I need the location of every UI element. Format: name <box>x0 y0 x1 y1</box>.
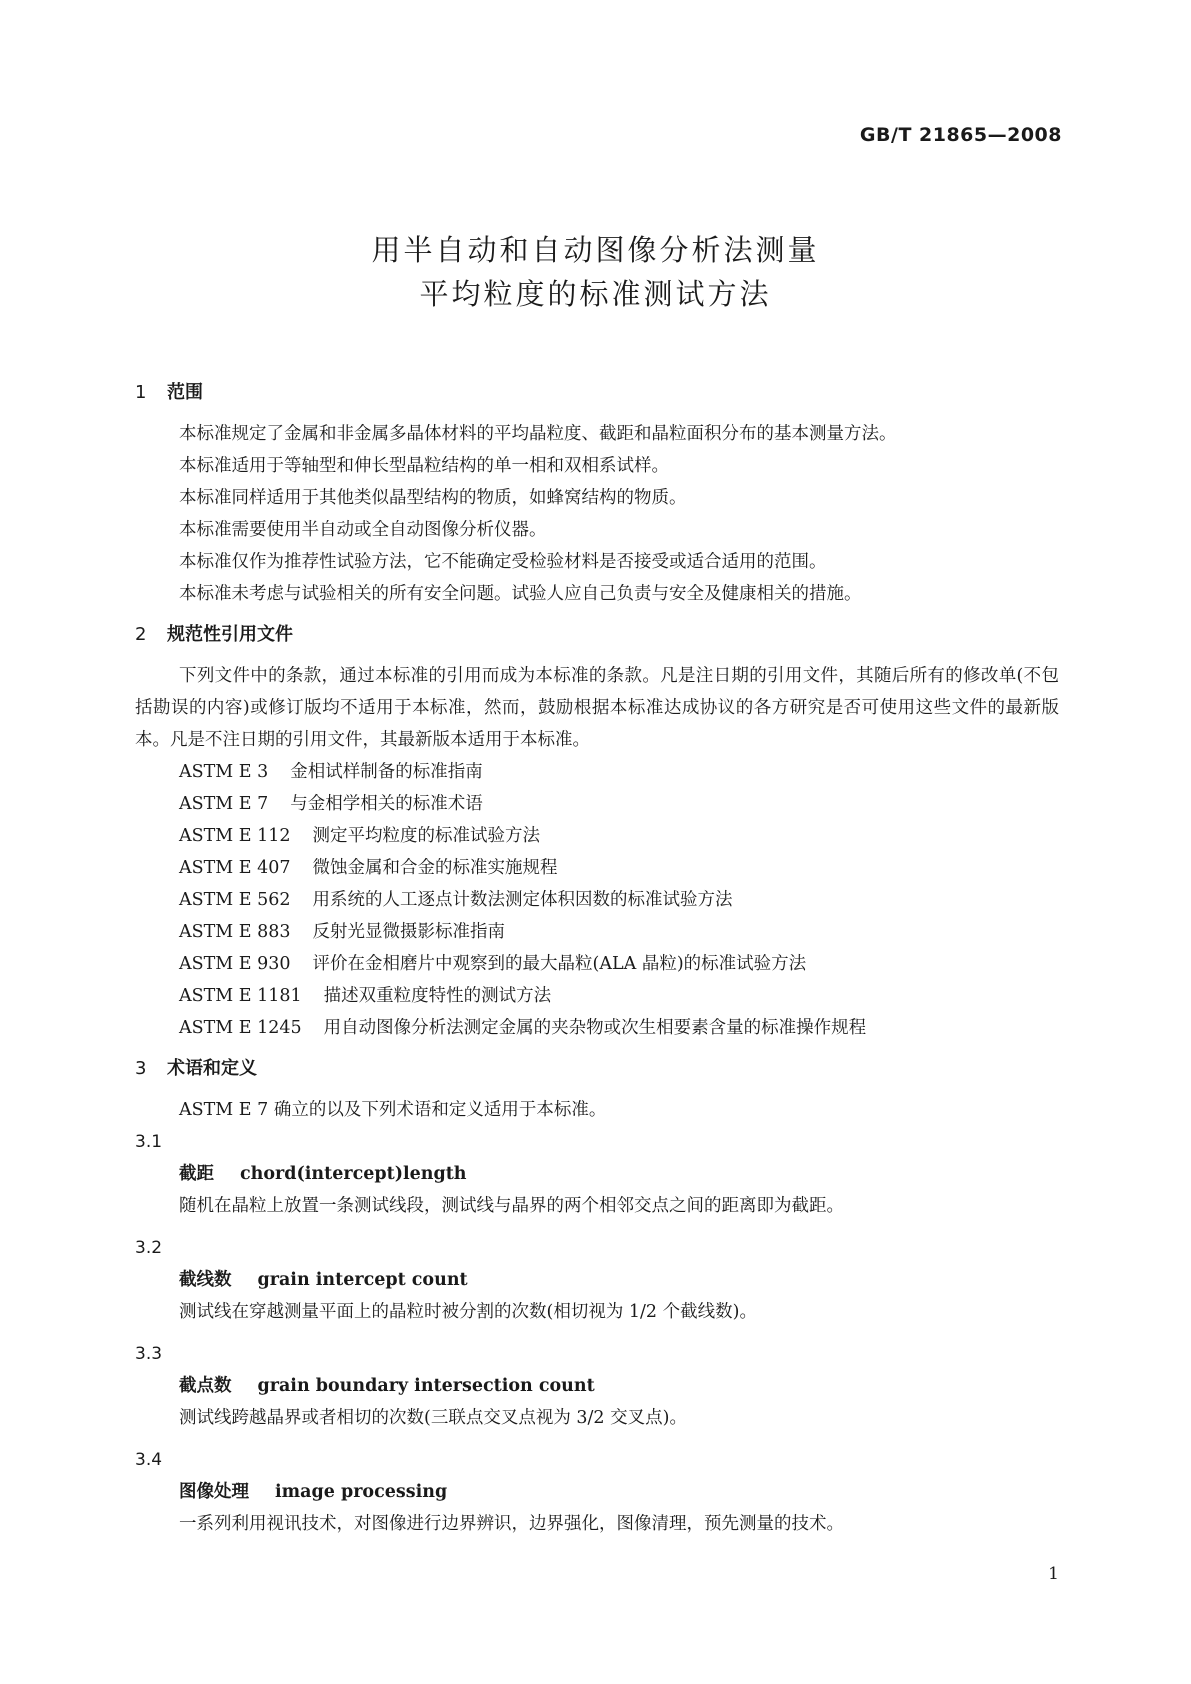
term-definition: 一系列利用视讯技术，对图像进行边界辨识，边界强化，图像清理，预先测量的技术。 <box>179 1514 844 1534</box>
section-title: 术语和定义 <box>167 1058 257 1079</box>
term-zh: 截点数 <box>179 1376 232 1396</box>
term-en: grain intercept count <box>257 1270 468 1290</box>
title-line-1: 用半自动和自动图像分析法测量 <box>371 233 820 267</box>
reference-code: ASTM E 562 <box>179 890 291 910</box>
term-heading <box>135 1158 1059 1190</box>
section-3-heading <box>135 1054 1059 1084</box>
section-number: 1 <box>135 382 147 403</box>
reference-item <box>135 884 1059 916</box>
paragraph: 下列文件中的条款，通过本标准的引用而成为本标准的条款。凡是注日期的引用文件，其随后所有的修改单(不包括勘误的内容)或修订版均不适用于本标准，然而，鼓励根据本标准达成协议的各方研究是否可使用这些文件的最新版本。凡是不注日期的引用文件，其最新版本适用于本标准。 <box>135 666 1059 750</box>
section-number: 2 <box>135 624 147 645</box>
term-en: grain boundary intersection count <box>257 1376 595 1396</box>
paragraph: 本标准适用于等轴型和伸长型晶粒结构的单一相和双相系试样。 <box>179 456 669 476</box>
term-heading <box>135 1370 1059 1402</box>
reference-code: ASTM E 1181 <box>179 986 302 1006</box>
term-definition: 测试线在穿越测量平面上的晶粒时被分割的次数(相切视为 1/2 个截线数)。 <box>179 1302 757 1322</box>
section-number: 3 <box>135 1058 147 1079</box>
reference-item <box>135 980 1059 1012</box>
reference-title: 评价在金相磨片中观察到的最大晶粒(ALA 晶粒)的标准试验方法 <box>312 954 807 974</box>
reference-title: 测定平均粒度的标准试验方法 <box>312 826 541 846</box>
reference-code: ASTM E 3 <box>179 762 269 782</box>
section-2-heading <box>135 620 1059 650</box>
section-title: 范围 <box>167 382 203 403</box>
reference-code: ASTM E 407 <box>179 858 291 878</box>
page-number: 1 <box>1048 1564 1059 1584</box>
term-zh: 截线数 <box>179 1270 232 1290</box>
document-body <box>135 372 1059 1550</box>
term-definition: 测试线跨越晶界或者相切的次数(三联点交叉点视为 3/2 交叉点)。 <box>179 1408 687 1428</box>
paragraph: 本标准同样适用于其他类似晶型结构的物质，如蜂窝结构的物质。 <box>179 488 687 508</box>
paragraph: 本标准未考虑与试验相关的所有安全问题。试验人应自己负责与安全及健康相关的措施。 <box>179 584 862 604</box>
section-title: 规范性引用文件 <box>167 624 293 645</box>
term-heading <box>135 1264 1059 1296</box>
section-1-heading <box>135 378 1059 408</box>
reference-code: ASTM E 7 <box>179 794 269 814</box>
reference-item <box>135 756 1059 788</box>
term-en: chord(intercept)length <box>240 1164 467 1184</box>
reference-title: 描述双重粒度特性的测试方法 <box>323 986 552 1006</box>
term-number: 3.4 <box>135 1450 163 1470</box>
term-zh: 截距 <box>179 1164 214 1184</box>
reference-code: ASTM E 883 <box>179 922 291 942</box>
paragraph: ASTM E 7 确立的以及下列术语和定义适用于本标准。 <box>179 1100 607 1120</box>
reference-item <box>135 916 1059 948</box>
reference-title: 用系统的人工逐点计数法测定体积因数的标准试验方法 <box>312 890 733 910</box>
title-line-2: 平均粒度的标准测试方法 <box>419 277 772 311</box>
reference-item <box>135 820 1059 852</box>
term-number: 3.1 <box>135 1132 163 1152</box>
term-zh: 图像处理 <box>179 1482 249 1502</box>
document-title <box>0 228 1191 316</box>
reference-code: ASTM E 930 <box>179 954 291 974</box>
reference-item <box>135 1012 1059 1044</box>
term-number: 3.2 <box>135 1238 163 1258</box>
reference-item <box>135 948 1059 980</box>
reference-title: 金相试样制备的标准指南 <box>290 762 483 782</box>
reference-code: ASTM E 112 <box>179 826 291 846</box>
term-number: 3.3 <box>135 1344 163 1364</box>
paragraph: 本标准需要使用半自动或全自动图像分析仪器。 <box>179 520 547 540</box>
paragraph: 本标准仅作为推荐性试验方法，它不能确定受检验材料是否接受或适合适用的范围。 <box>179 552 827 572</box>
reference-item <box>135 788 1059 820</box>
reference-title: 与金相学相关的标准术语 <box>290 794 483 814</box>
standard-code: GB/T 21865—2008 <box>859 124 1062 146</box>
reference-code: ASTM E 1245 <box>179 1018 302 1038</box>
reference-title: 反射光显微摄影标准指南 <box>312 922 506 942</box>
reference-title: 用自动图像分析法测定金属的夹杂物或次生相要素含量的标准操作规程 <box>323 1018 867 1038</box>
term-heading <box>135 1476 1059 1508</box>
reference-title: 微蚀金属和合金的标准实施规程 <box>312 858 558 878</box>
reference-item <box>135 852 1059 884</box>
term-definition: 随机在晶粒上放置一条测试线段，测试线与晶界的两个相邻交点之间的距离即为截距。 <box>179 1196 844 1216</box>
term-en: image processing <box>275 1482 448 1502</box>
paragraph: 本标准规定了金属和非金属多晶体材料的平均晶粒度、截距和晶粒面积分布的基本测量方法。 <box>179 424 897 444</box>
